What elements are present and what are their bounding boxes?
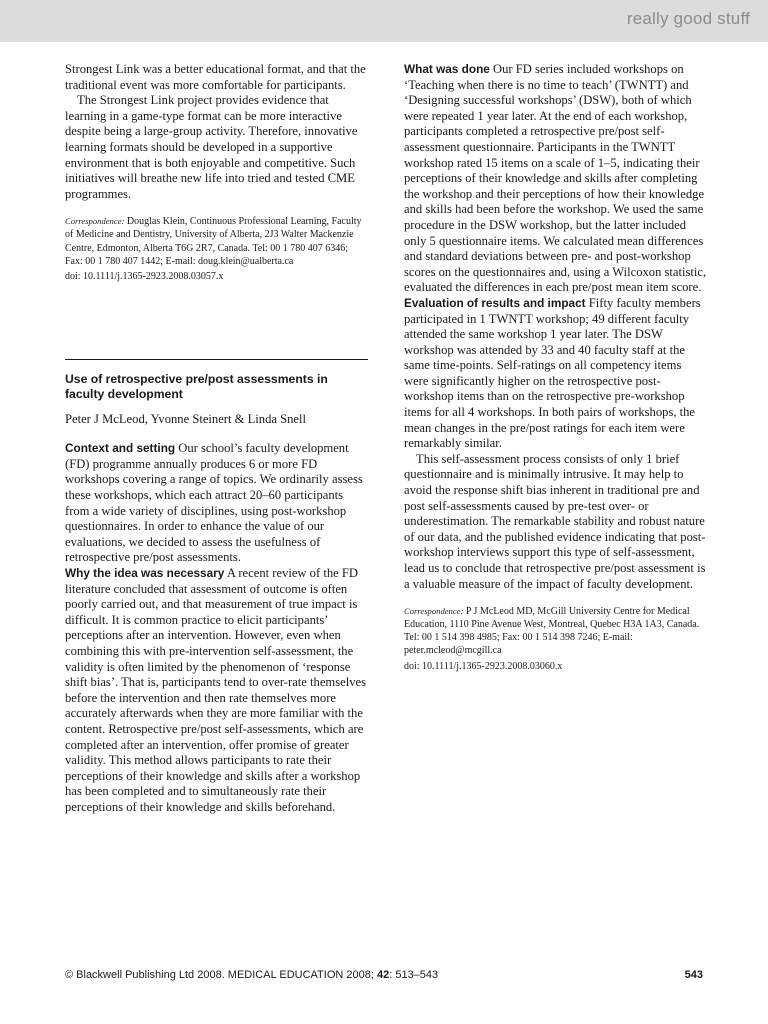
article-paragraph [404,296,707,452]
run-in-heading: Context and setting [65,441,176,456]
doi: doi: 10.1111/j.1365-2923.2008.03057.x [65,270,224,282]
correspondence-label: Correspondence: [404,606,464,617]
left-column [65,62,368,815]
prev-article-paragraph: The Strongest Link project provides evidence that learning in a game-type format can be more interactive despite being a large-group activity. Therefore, innovative learning formats should be developed in a supportive environment that is both enjoyable and competitive. Such initiatives will breathe new life into tried and tested CME programmes. [65,93,358,201]
paragraph-text: Our FD series included workshops on ‘Teaching when there is no time to teach’ (TWNTT) and ‘Designing successful workshops’ (DSW), both of which were repeated 1 year later. At the end of each workshop, participants completed a retrospective pre/post self-assessment questionnaire. Participants in the TWNTT workshop rated 15 items on a scale of 1–5, indicating their perceptions of their knowledge and skills after completing the workshop and their perceptions of how their knowledge and skills had been before the workshop. We used the same procedure in the DSW workshop, but the latter included only 5 questionnaire items. We calculated mean differences and standard deviations between pre- and post-workshop scores on the questionnaires and, using a Wilcoxon statistic, evaluated the differences in each pre/post mean item score. [404,62,707,295]
page-range: : 513–543 [389,969,439,981]
running-header [0,0,768,42]
correspondence-text: Douglas Klein, Continuous Professional Learning, Faculty of Medicine and Dentistry, University of Alberta, 2J3 Walter Mackenzie Centre, Edmonton, Alberta T6G 2R7, Canada. Tel: 00 1 780 407 6346; Fax: 00 1 780 407 1442; E-mail: doug.klein@ualberta.ca [65,216,362,267]
paragraph-text: A recent review of the FD literature concluded that assessment of outcome is often poorly carried out, and that measurement of true impact is difficult. It is common practice to elicit participants’ perceptions after an intervention. However, even when combining this with pre-intervention self-assessment, the validity is often limited by the phenomenon of ‘response shift bias’. That is, participants tend to over-rate themselves before the intervention and then rate themselves more accurately afterwards when they are more familiar with the content. Retrospective pre/post self-assessments, which are completed after an intervention, offer promise of greater validity. This method allows participants to rate their perceptions of their knowledge and skills after a workshop has been completed and to simultaneously rate their perceptions of their knowledge and skills beforehand. [65,565,366,814]
prev-article-paragraph: Strongest Link was a better educational format, and that the traditional event was more comfortable for participants. [65,62,366,92]
volume-number: 42 [376,969,390,981]
article-paragraph [65,566,368,816]
correspondence-text: P J McLeod MD, McGill University Centre for Medical Education, 1110 Pine Avenue West, Montreal, Quebec H3A 1A3, Canada. Tel: 00 1 514 398 4985; Fax: 00 1 514 398 7246; E-mail: peter.mcleod@mcgill.ca [404,606,700,657]
run-in-heading: What was done [404,62,490,76]
article-authors: Peter J McLeod, Yvonne Steinert & Linda Snell [65,411,307,426]
section-title: really good stuff [626,9,750,28]
paragraph-text: Our school’s faculty development (FD) programme annually produces 6 or more FD workshops covering a range of topics. We ordinarily assess these workshops, which each attract 20–60 participants from a wide variety of disciplines, using post-workshop questionnaires. In order to enhance the value of our evaluations, we decided to assess the usefulness of retrospective pre/post assessments. [65,441,363,565]
page-footer [65,969,703,981]
prev-article-correspondence [65,215,368,282]
run-in-heading: Why the idea was necessary [65,565,225,580]
article-paragraph [65,441,368,566]
article-correspondence [404,605,707,672]
doi: doi: 10.1111/j.1365-2923.2008.03060.x [404,660,563,672]
section-divider [65,359,368,360]
article-body-left [65,441,368,815]
correspondence-label: Correspondence: [65,216,125,227]
article-paragraph [404,62,707,296]
run-in-heading: Evaluation of results and impact [404,295,586,310]
page-number: 543 [684,969,703,981]
article-paragraph: This self-assessment process consists of only 1 brief questionnaire and is minimally intrusive. It may help to avoid the response shift bias inherent in traditional pre and post self-assessments caused by pre-test over- or underestimation. The remarkable stability and robust nature of our data, and the published evidence indicating that post-workshop interviews support this type of self-assessment, lead us to conclude that retrospective pre/post assessment is a valuable measure of the impact of faculty development. [404,451,706,591]
copyright-text: © Blackwell Publishing Ltd 2008. MEDICAL EDUCATION 2008; [65,969,374,981]
paragraph-text: Fifty faculty members participated in 1 TWNTT workshop; 49 different faculty attended the same workshop 1 year later. The DSW workshop was attended by 33 and 40 faculty staff at the same time-points. Self-ratings on all competency items were significantly higher on the retrospective post-workshop items than on the retrospective pre-workshop items for all 4 workshops. In both pairs of workshops, the mean changes in the pre/post ratings for each item were remarkably similar. [404,295,701,451]
right-column [404,62,707,673]
article-title: Use of retrospective pre/post assessments in faculty development [65,371,328,402]
